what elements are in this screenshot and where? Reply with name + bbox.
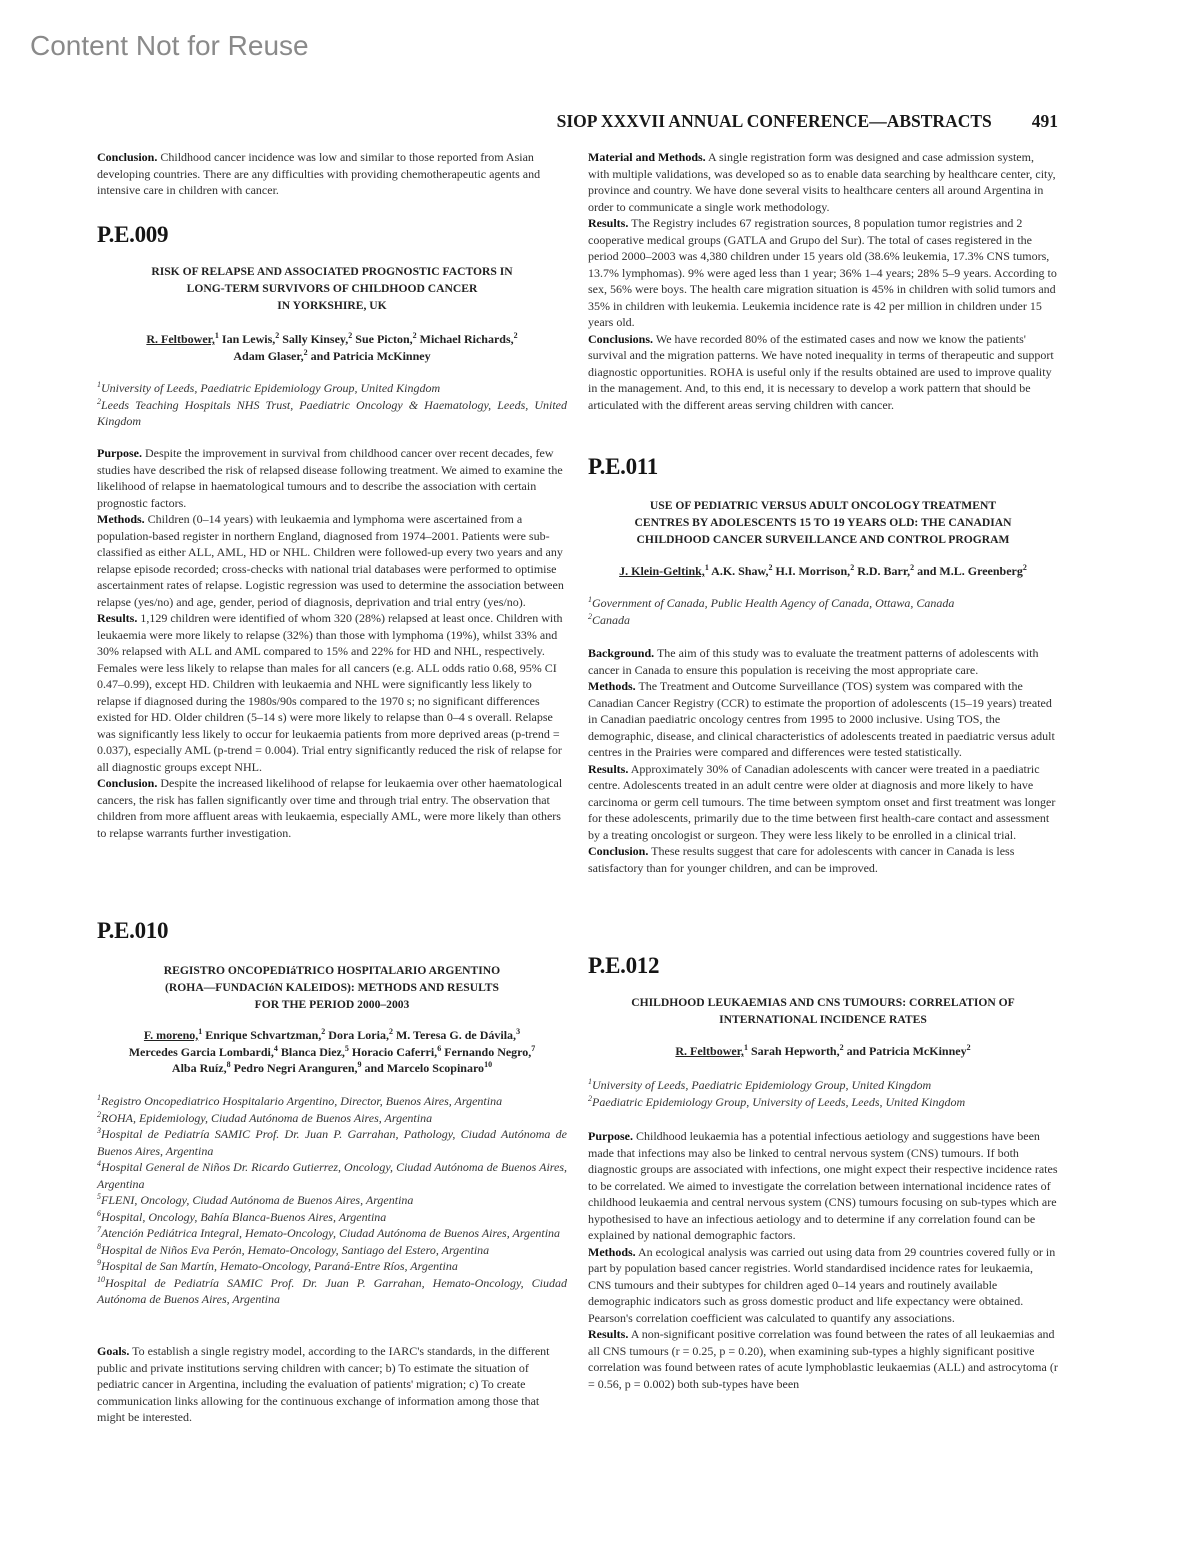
author-line [97,1027,567,1044]
affiliation-number: 2 [97,396,101,406]
author-affiliation-number: 2 [348,331,353,340]
author-affiliation-number: 2 [412,331,417,340]
methods-paragraph [97,511,567,610]
abstract-body [588,1128,1058,1392]
affiliation-text: Registro Oncopediatrico Hospitalario Argentino, Director, Buenos Aires, Argentina [101,1094,503,1108]
author-list [588,1043,1058,1060]
author-name: H.I. Morrison, [775,564,851,578]
author-affiliation-number: 2 [910,563,915,572]
affiliations [588,595,1058,628]
author-affiliation-number: 4 [273,1043,278,1053]
abstract-id: P.E.011 [588,454,658,479]
affiliation-number: 8 [97,1241,101,1251]
author-name: Dora Loria, [328,1028,389,1042]
section-text: Childhood cancer incidence was low and similar to those reported from Asian developing countries. There are any difficulties with providing chemotherapeutic agents and intensive care in children with cancer. [97,150,541,197]
section-label: Conclusion. [588,844,649,858]
section-label: Results. [588,1327,629,1341]
conclusions-paragraph [588,331,1058,414]
goals-paragraph [97,1343,567,1426]
affiliation-text: ROHA, Epidemiology, Ciudad Autónoma de Buenos Aires, Argentina [101,1110,433,1125]
affiliation-number: 6 [97,1208,101,1218]
section-text: 1,129 children were identified of whom 320 (28%) relapsed at least once. Children with leukaemia were more likely to relapse (32%) than those with lymphoma (19%), whilst 33% and 30% relapsed with ALL and AML compared to 15% and 22% for HD and NHL, respectively. Females were less likely to relapse than males for all cancers (e.g. ALL odds ratio 0.68, 95% CI 0.47–0.99), except HD. Children with leukaemia and NHL were significantly less likely to relapse if diagnosed during the 1980s/90s compared to the 1970 s; no significant differences existed for HD. Older children (5–14 s) were more likely to relapse than 0–4 s overall. Relapse was significantly less likely to occur for leukaemia patients from more deprived areas (p-trend = 0.037), especially AML (p-trend = 0.004). Trial entry significantly reduced the risk of relapse for all diagnostic groups except NHL. [97,611,563,774]
affiliation-text: Hospital de Niños Eva Perón, Hemato-Oncology, Santiago del Estero, Argentina [101,1242,490,1257]
title-line: INTERNATIONAL INCIDENCE RATES [719,1013,927,1026]
author-line [97,1060,567,1077]
presenting-author: F. moreno, [143,1028,199,1042]
affiliation-text: Hospital de San Martín, Hemato-Oncology, Paraná-Entre Ríos, Argentina [101,1259,458,1273]
methods-paragraph [588,678,1058,761]
abstract-id: P.E.010 [97,918,169,943]
affiliation [588,1094,1058,1111]
author-affiliation-number: 9 [357,1060,362,1069]
author-name: Horacio Caferri, [351,1044,438,1059]
author-line [97,1044,567,1061]
section-text: A single registration form was designed and case admission system, with multiple validations, was developed so as to enable data searching by healthcare center, city, province and country. We have done several visits to healthcare centers all around Argentina in order to communicate a single work methodology. [588,150,1056,214]
abstract-title [97,263,567,314]
section-label: Goals. [97,1344,130,1358]
affiliation-number: 1 [97,1093,101,1102]
author-name: Pedro Negri Aranguren, [233,1061,358,1075]
abstract-id: P.E.012 [588,953,660,978]
section-text: Childhood leukaemia has a potential infectious aetiology and suggestions have been made that infections may also be linked to central nervous system (CNS) tumours. If both diagnostic groups are associated with infections, one might expect their respective incidence rates to be correlated. We aimed to investigate the correlation between international incidence rates of childhood leukaemia and central nervous system (CNS) tumours focusing on sub-types which are hypothesised to have an infectious aetiology and to determine if any correlation found can be explained by national demographic factors. [588,1129,1058,1242]
author-name: Mercedes Garcia Lombardi, [128,1044,274,1059]
author-affiliation-number: 7 [531,1043,536,1053]
author-affiliation-number: 2 [966,1043,971,1052]
affiliation [97,1093,567,1110]
section-text: Children (0–14 years) with leukaemia and lymphoma were ascertained from a population-based register in northern England, diagnosed from 1974–2001. Patients were sub-classified as either ALL, AML, HD or NHL. Children were followed-up every two years and any relapse episode recorded; cross-checks with national trial databases were performed to optimise ascertainment rates of relapse. Logistic regression was used to determine the association between relapse (yes/no) and age, gender, period of diagnosis, deprivation and trial entry (yes/no). [97,512,564,609]
affiliation-text: FLENI, Oncology, Ciudad Autónoma de Buenos Aires, Argentina [101,1193,414,1207]
affiliation-text: Canada [592,612,631,627]
affiliation-number: 9 [97,1258,101,1267]
author-affiliation-number: 2 [275,331,280,340]
author-name: and M.L. Greenberg [917,564,1023,578]
section-label: Purpose. [97,446,142,460]
section-text: The Registry includes 67 registration sources, 8 population tumor registries and 2 cooperative medical groups (GATLA and Grupo del Sur). The total of cases registered in the period 2000–2003 was 4,380 children under 15 years old (38.6% leukemia, 17.3% CNS tumors, 13.7% lymphomas). 9% were aged less than 1 year; 36% 1–4 years; 28% 5–9 years. According to sex, 56% were boys. The health care migration situation is 45% in children with solid tumors and 35% in children with leukemia. Leukemia incidence rate is 42 per million in children under 15 years old. [588,216,1057,329]
author-line [97,331,567,348]
title-line: CHILDHOOD CANCER SURVEILLANCE AND CONTROL PROGRAM [636,533,1010,546]
affiliation [97,1126,567,1159]
author-name: Sally Kinsey, [282,332,349,346]
title-line: FOR THE PERIOD 2000–2003 [254,998,410,1011]
affiliation-number: 1 [588,1077,592,1086]
results-paragraph [588,215,1058,331]
affiliation [588,1077,1058,1094]
affiliation-number: 2 [588,1093,592,1103]
affiliation [97,1110,567,1127]
presenting-author: R. Feltbower, [146,332,215,346]
author-affiliation-number: 6 [437,1043,442,1053]
abstract-body [588,645,1058,876]
section-text: These results suggest that care for adolescents with cancer in Canada is less satisfactory than for younger children, and can be improved. [588,844,1015,875]
running-head [0,111,1058,132]
section-label: Results. [97,611,138,625]
watermark: Content Not for Reuse [30,30,309,61]
section-text: An ecological analysis was carried out using data from 29 countries covered fully or in part by population based cancer registries. World standardised incidence rates for leukaemia, CNS tumours and their subtypes for children aged 0–14 years and routinely available demographic indicators such as gross domestic product and life expectancy were obtained. Pearson's correlation coefficient was calculated to quantify any associations. [588,1244,1056,1325]
author-affiliation-number: 2 [768,563,773,572]
affiliation [97,1275,567,1308]
affiliation-number: 5 [97,1192,101,1201]
previous-abstract-conclusion [97,149,567,199]
background-paragraph [588,645,1058,678]
title-line: USE OF PEDIATRIC VERSUS ADULT ONCOLOGY TREATMENT [649,499,997,512]
abstract-body [97,1343,567,1426]
author-name: Sue Picton, [355,332,413,346]
section-text: Despite the increased likelihood of relapse for leukaemia over other haematological cancers, the risk has fallen significantly over time and through trial entry. The observation that children from more affluent areas with leukaemia, especially AML, were more likely than others to relapse warrants further investigation. [97,776,563,840]
author-affiliation-number: 2 [850,563,855,572]
title-line: RISK OF RELAPSE AND ASSOCIATED PROGNOSTIC FACTORS IN [151,265,513,278]
title-line: (ROHA—FUNDACIóN KALEIDOS): METHODS AND RESULTS [165,981,499,994]
affiliation-text: Hospital de Pediatría SAMIC Prof. Dr. Juan P. Garrahan, Hemato-Oncology, Ciudad Autónoma de Buenos Aires, Argentina [97,1275,567,1306]
affiliation [97,1258,567,1275]
author-name: A.K. Shaw, [711,564,769,578]
section-label: Material and Methods. [588,150,706,164]
section-label: Results. [588,761,629,776]
author-name: Fernando Negro, [444,1044,532,1059]
affiliation-number: 1 [97,380,101,389]
author-affiliation-number: 2 [303,347,308,357]
author-name: and Marcelo Scopinaro [364,1061,485,1075]
affiliation-number: 2 [588,611,592,621]
abstract-title [97,962,567,1013]
abstract-body-continued [588,149,1058,413]
affiliations [97,380,567,430]
author-name: Adam Glaser, [233,348,304,363]
affiliation [588,595,1058,612]
affiliation-text: Government of Canada, Public Health Agency of Canada, Ottawa, Canada [592,596,955,610]
section-label: Methods. [97,512,145,526]
affiliation-number: 1 [588,595,592,604]
section-label: Results. [588,216,629,230]
section-text: We have recorded 80% of the estimated cases and now we know the patients' survival and the migration patterns. We have noted inequality in terms of therapeutic and support diagnostic opportunities. ROHA is useful only if the results obtained are used to improve quality in the management. And, to this end, it is necessary to develop a work pattern that should be articulated with the different areas serving children with cancer. [588,331,1054,412]
affiliation-text: Leeds Teaching Hospitals NHS Trust, Paediatric Oncology & Haematology, Leeds, United Kingdom [97,397,567,428]
methods-paragraph [588,149,1058,215]
affiliation [97,397,567,430]
affiliation-text: Hospital General de Niños Dr. Ricardo Gutierrez, Oncology, Ciudad Autónoma de Buenos Aires, Argentina [97,1160,567,1191]
affiliation-number: 3 [97,1126,101,1135]
author-affiliation-number: 10 [484,1060,493,1069]
author-affiliation-number: 1 [704,563,709,572]
author-list [97,1027,567,1077]
purpose-paragraph [588,1128,1058,1244]
affiliation [97,380,567,397]
author-affiliation-number: 1 [214,331,219,340]
abstract-title [588,994,1058,1028]
affiliation-number: 7 [97,1225,101,1234]
conclusion-paragraph [97,775,567,841]
author-name: Ian Lewis, [221,332,276,346]
author-name: Sarah Hepworth, [750,1044,840,1058]
section-text: A non-significant positive correlation was found between the rates of all leukaemias and all CNS tumours (r = 0.25, p = 0.20), when examining sub-types a highly significant positive correlation was found between rates of acute lymphoblastic leukaemias (ALL) and astrocytoma (r = 0.56, p = 0.002) both sub-types have been [588,1327,1058,1391]
affiliation [97,1225,567,1242]
author-affiliation-number: 5 [344,1043,349,1053]
affiliation-text: Hospital, Oncology, Bahía Blanca-Buenos Aires, Argentina [101,1209,387,1224]
title-line: CENTRES BY ADOLESCENTS 15 TO 19 YEARS OLD: THE CANADIAN [634,516,1012,529]
author-name: R.D. Barr, [857,564,911,578]
author-line [588,563,1058,580]
abstract-title [588,497,1058,548]
affiliation [97,1192,567,1209]
affiliation [97,1159,567,1192]
author-name: Enrique Schvartzman, [205,1028,322,1042]
title-line: CHILDHOOD LEUKAEMIAS AND CNS TUMOURS: CORRELATION OF [631,996,1015,1009]
author-name: Alba Ruíz, [171,1061,227,1075]
affiliation-number: 10 [97,1274,105,1284]
conclusion-paragraph [588,843,1058,876]
author-name: Michael Richards, [419,332,514,346]
affiliation [97,1209,567,1226]
section-label: Methods. [588,1244,636,1259]
author-affiliation-number: 2 [513,331,518,340]
author-affiliation-number: 2 [1022,563,1027,572]
author-affiliation-number: 2 [321,1027,326,1036]
author-affiliation-number: 2 [388,1027,393,1036]
affiliation-text: Atención Pediátrica Integral, Hemato-Oncology, Ciudad Autónoma de Buenos Aires, Argentina [101,1226,561,1240]
presenting-author: J. Klein-Geltink, [619,564,705,578]
results-paragraph [588,1326,1058,1392]
purpose-paragraph [97,445,567,511]
section-label: Methods. [588,679,636,693]
affiliation [97,1242,567,1259]
author-affiliation-number: 1 [198,1027,203,1036]
affiliation-text: Hospital de Pediatría SAMIC Prof. Dr. Juan P. Garrahan, Pathology, Ciudad Autónoma de Buenos Aires, Argentina [97,1127,567,1158]
affiliation-text: University of Leeds, Paediatric Epidemiology Group, United Kingdom [592,1078,932,1092]
title-line: IN YORKSHIRE, UK [277,299,387,312]
affiliations [97,1093,567,1308]
section-text: The aim of this study was to evaluate the treatment patterns of adolescents with cancer in Canada to ensure this population is receiving the most appropriate care. [588,646,1039,677]
running-head-title: SIOP XXXVII ANNUAL CONFERENCE—ABSTRACTS [556,111,992,131]
author-name: and Patricia McKinney [310,348,431,363]
affiliation [588,612,1058,629]
section-text: The Treatment and Outcome Surveillance (TOS) system was compared with the Canadian Cancer Registry (CCR) to estimate the proportion of adolescents (15–19 years) treated in Canadian paediatric oncology centres from 1995 to 2000 inclusive. Using TOS, the demographic, disease, and clinical characteristics of adolescents treated in paediatric versus adult centres in the Prairies were compared and differences were tested statistically. [588,679,1055,759]
affiliation-number: 2 [97,1109,101,1119]
author-affiliation-number: 3 [516,1027,521,1036]
affiliation-text: University of Leeds, Paediatric Epidemiology Group, United Kingdom [101,381,441,395]
author-name: and Patricia McKinney [846,1044,967,1058]
abstract-id: P.E.009 [97,222,169,247]
title-line: REGISTRO ONCOPEDIáTRICO HOSPITALARIO ARGENTINO [163,964,501,977]
author-line [588,1043,1058,1060]
section-label: Purpose. [588,1129,633,1143]
author-name: Blanca Diez, [280,1044,345,1059]
section-label: Background. [588,646,655,660]
section-text: Despite the improvement in survival from childhood cancer over recent decades, few studies have described the risk of relapsed disease following treatment. We aimed to examine the likelihood of relapse in haematological tumours and to describe the association with certain prognostic factors. [97,446,563,510]
author-affiliation-number: 1 [743,1043,748,1052]
section-text: To establish a single registry model, according to the IARC's standards, in the different public and private institutions serving children with cancer; b) To estimate the situation of pediatric cancer in Argentina, including the evaluation of patients' migration; c) To create communication links allowing for the continuous exchange of information among those that might be interested. [97,1344,550,1424]
section-label: Conclusion. [97,776,158,790]
results-paragraph [97,610,567,775]
section-text: Approximately 30% of Canadian adolescents with cancer were treated in a paediatric centre. Adolescents treated in an adult centre were older at diagnosis and more likely to have carcinoma or germ cell tumours. The time between symptom onset and first treatment was longer for these adolescents, primarily due to the time between first health-care contact and assessment by a treating oncologist or surgeon. They were less likely to be enrolled in a clinical trial. [588,761,1056,842]
author-affiliation-number: 8 [226,1060,231,1069]
methods-paragraph [588,1244,1058,1327]
page-number: 491 [1031,111,1058,131]
title-line: LONG-TERM SURVIVORS OF CHILDHOOD CANCER [186,282,478,295]
affiliation-number: 4 [97,1159,101,1168]
section-label: Conclusions. [588,331,654,346]
results-paragraph [588,761,1058,844]
presenting-author: R. Feltbower, [675,1044,744,1058]
author-name: M. Teresa G. de Dávila, [395,1028,517,1042]
affiliation-text: Paediatric Epidemiology Group, University of Leeds, Leeds, United Kingdom [592,1094,966,1109]
author-line [97,348,567,365]
author-list [97,331,567,364]
author-list [588,563,1058,580]
affiliations [588,1077,1058,1110]
section-label: Conclusion. [97,150,158,164]
author-affiliation-number: 2 [839,1043,844,1052]
abstract-body [97,445,567,841]
